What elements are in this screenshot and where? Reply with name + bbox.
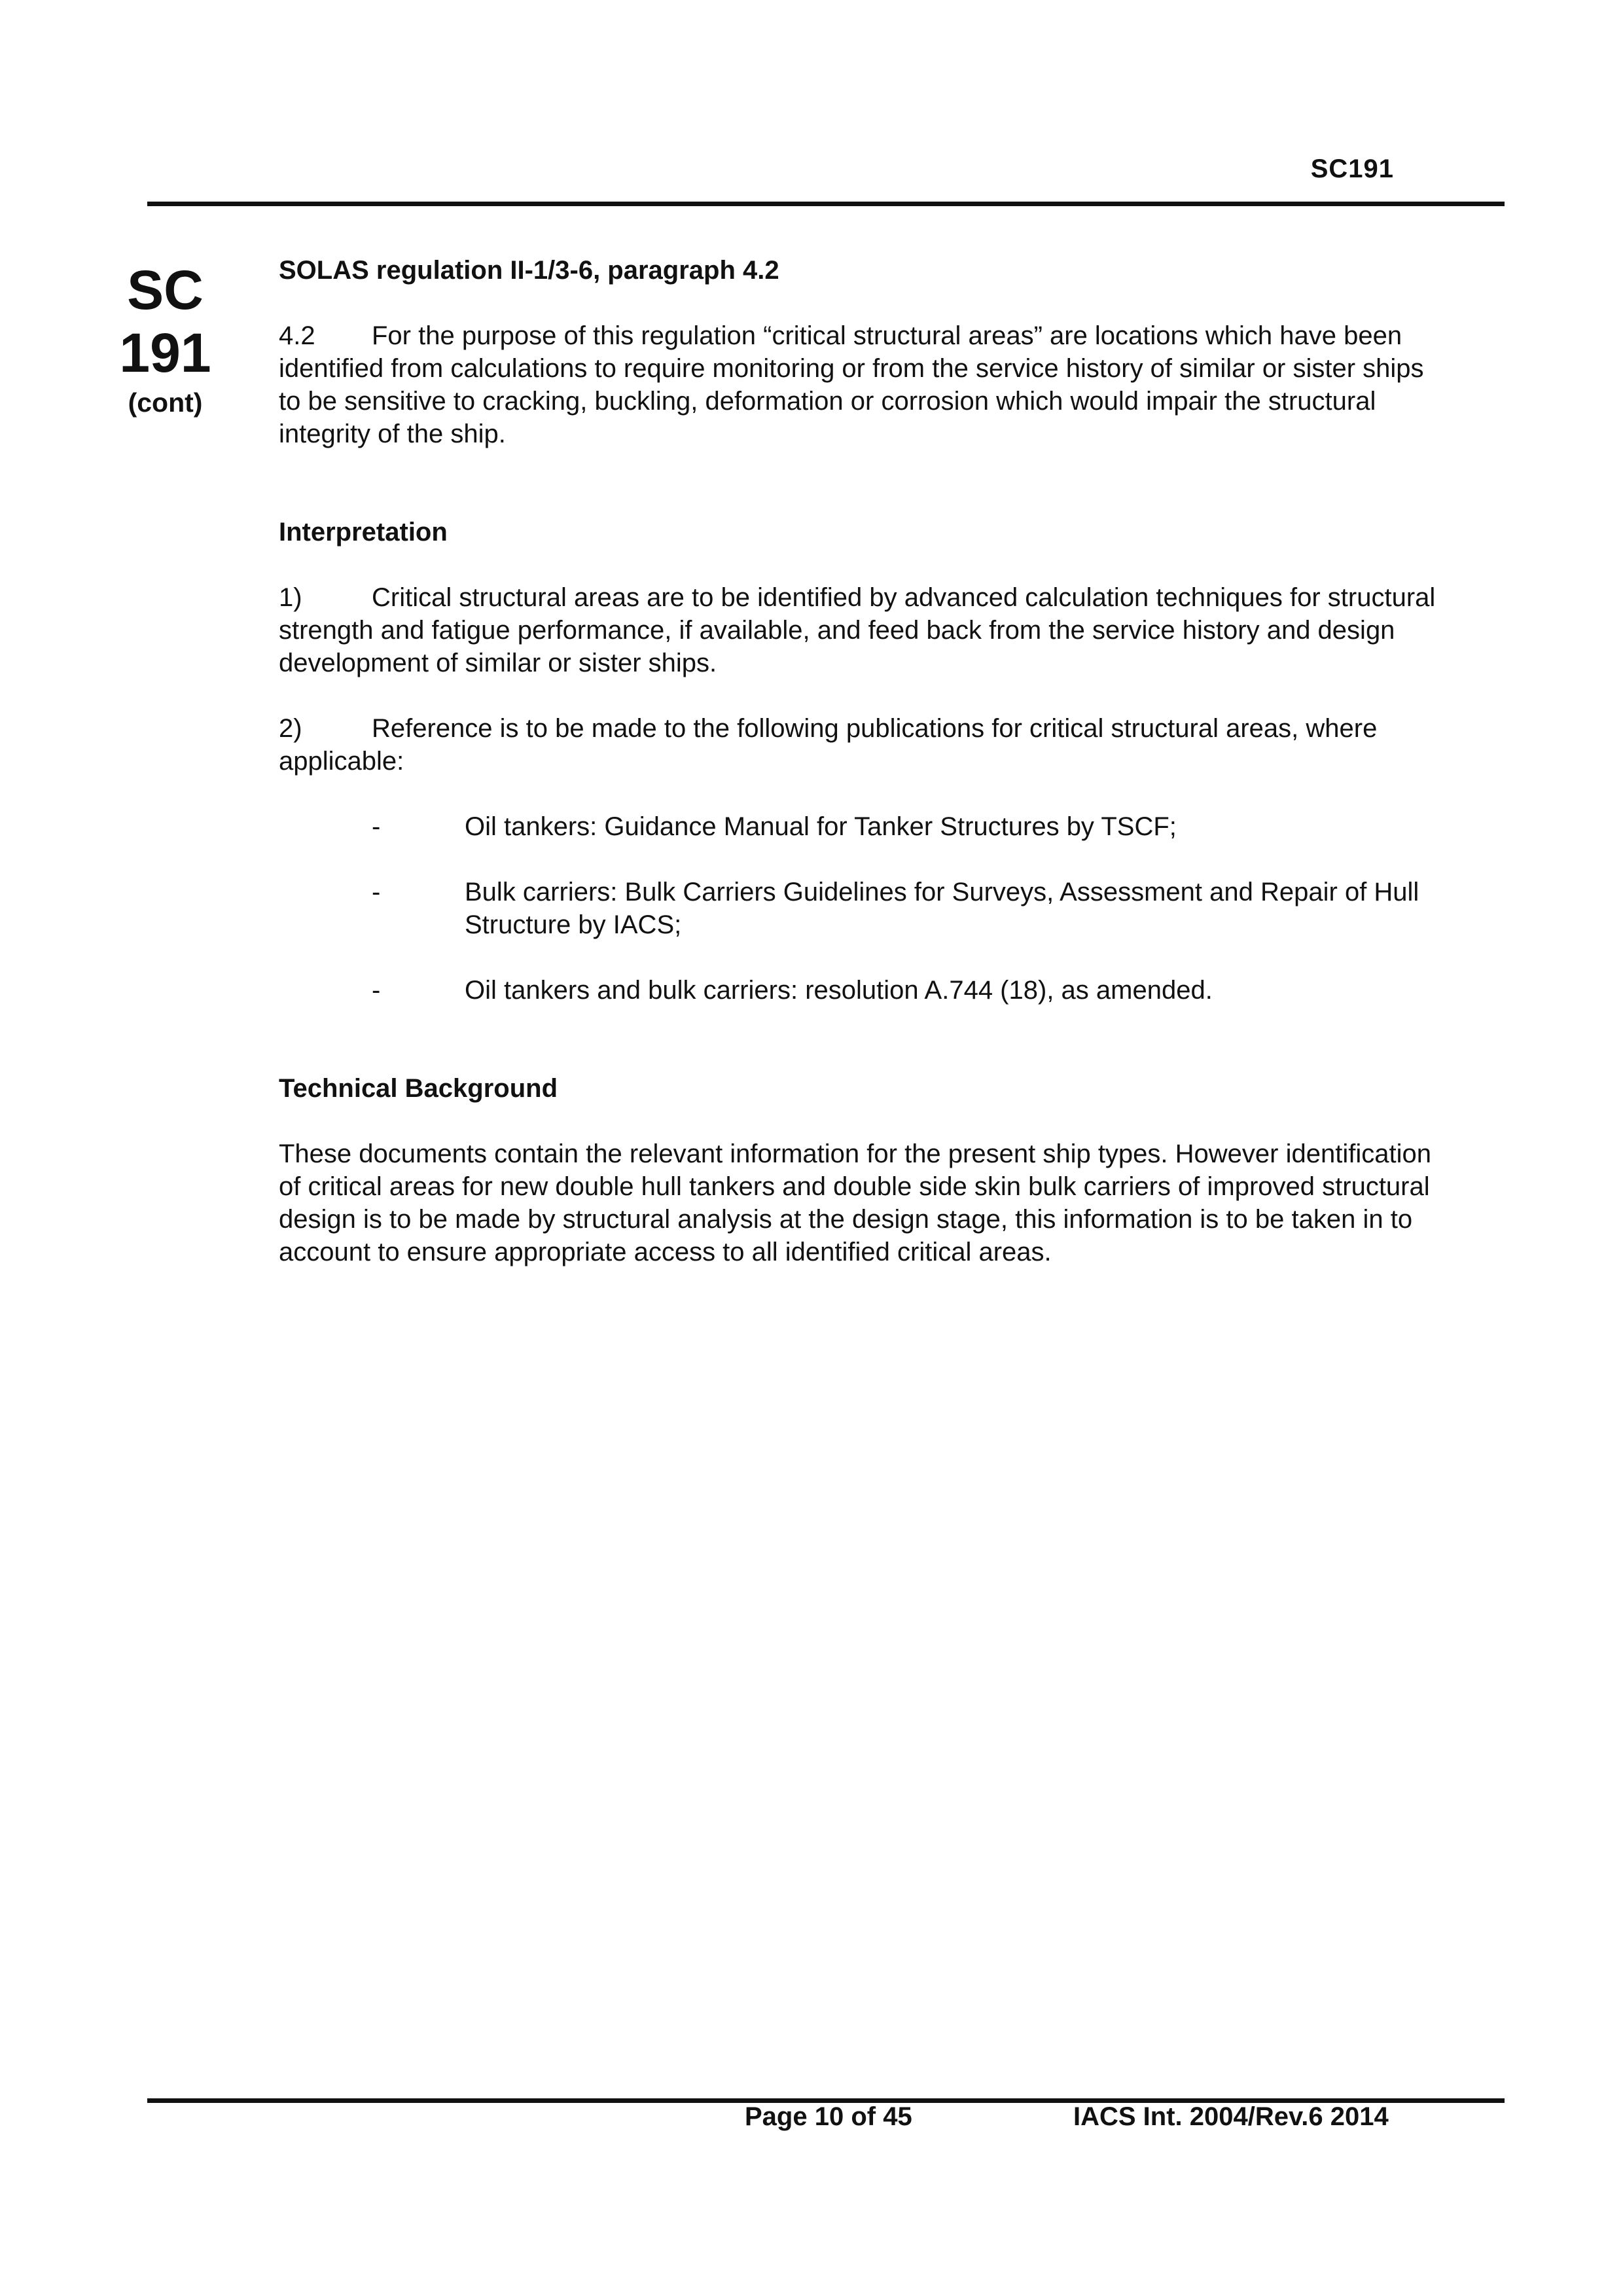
list-item [279,876,1444,941]
list-item [279,974,1444,1007]
list-item-dash: - [372,812,381,841]
document-body [279,254,1444,1268]
list-item-dash: - [372,878,381,906]
paragraph-4-2-text: For the purpose of this regulation “critical structural areas” are locations which have been identified from calculations to require monitoring or from the service history of similar or sister ships to be sensitive to cracking, buckling, deformation or corrosion which would impair the structural integrity of the ship. [279,321,1424,448]
item-2-label: 2) [279,714,302,743]
list-item [279,810,1444,843]
side-tab-number: 191 [119,322,211,384]
regulation-heading: SOLAS regulation II-1/3-6, paragraph 4.2 [279,256,779,285]
paragraph-4-2 [279,319,1444,450]
page-number: Page 10 of 45 [745,2102,912,2131]
technical-background-text: These documents contain the relevant information for the present ship types. However identification of critical areas for new double hull tankers and double side skin bulk carriers of improved structural design is to be made by structural analysis at the design stage, this information is to be taken in to account to ensure appropriate access to all identified critical areas. [279,1139,1431,1266]
header-code: SC191 [1310,154,1394,183]
document-reference: IACS Int. 2004/Rev.6 2014 [1073,2102,1389,2131]
header-rule [147,202,1505,206]
paragraph-4-2-label: 4.2 [279,321,315,350]
list-item-text: Oil tankers and bulk carriers: resolution A.744 (18), as amended. [465,976,1213,1005]
technical-background-heading: Technical Background [279,1074,558,1103]
item-2-text: Reference is to be made to the following publications for critical structural areas, where applicable: [279,714,1378,776]
item-1-label: 1) [279,583,302,612]
interpretation-item-2 [279,712,1444,778]
list-item-dash: - [372,976,381,1005]
item-1-text: Critical structural areas are to be identified by advanced calculation techniques for structural strength and fatigue performance, if available, and feed back from the service history and design development of similar or sister ships. [279,583,1436,677]
list-item-text: Bulk carriers: Bulk Carriers Guidelines for Surveys, Assessment and Repair of Hull Structure by IACS; [465,878,1419,939]
side-tab-sc: SC [127,259,204,321]
interpretation-heading: Interpretation [279,518,448,547]
list-item-text: Oil tankers: Guidance Manual for Tanker Structures by TSCF; [465,812,1177,841]
publication-list [279,810,1444,1007]
side-tab-cont: (cont) [128,387,203,418]
interpretation-item-1 [279,581,1444,679]
side-tab [98,259,232,421]
